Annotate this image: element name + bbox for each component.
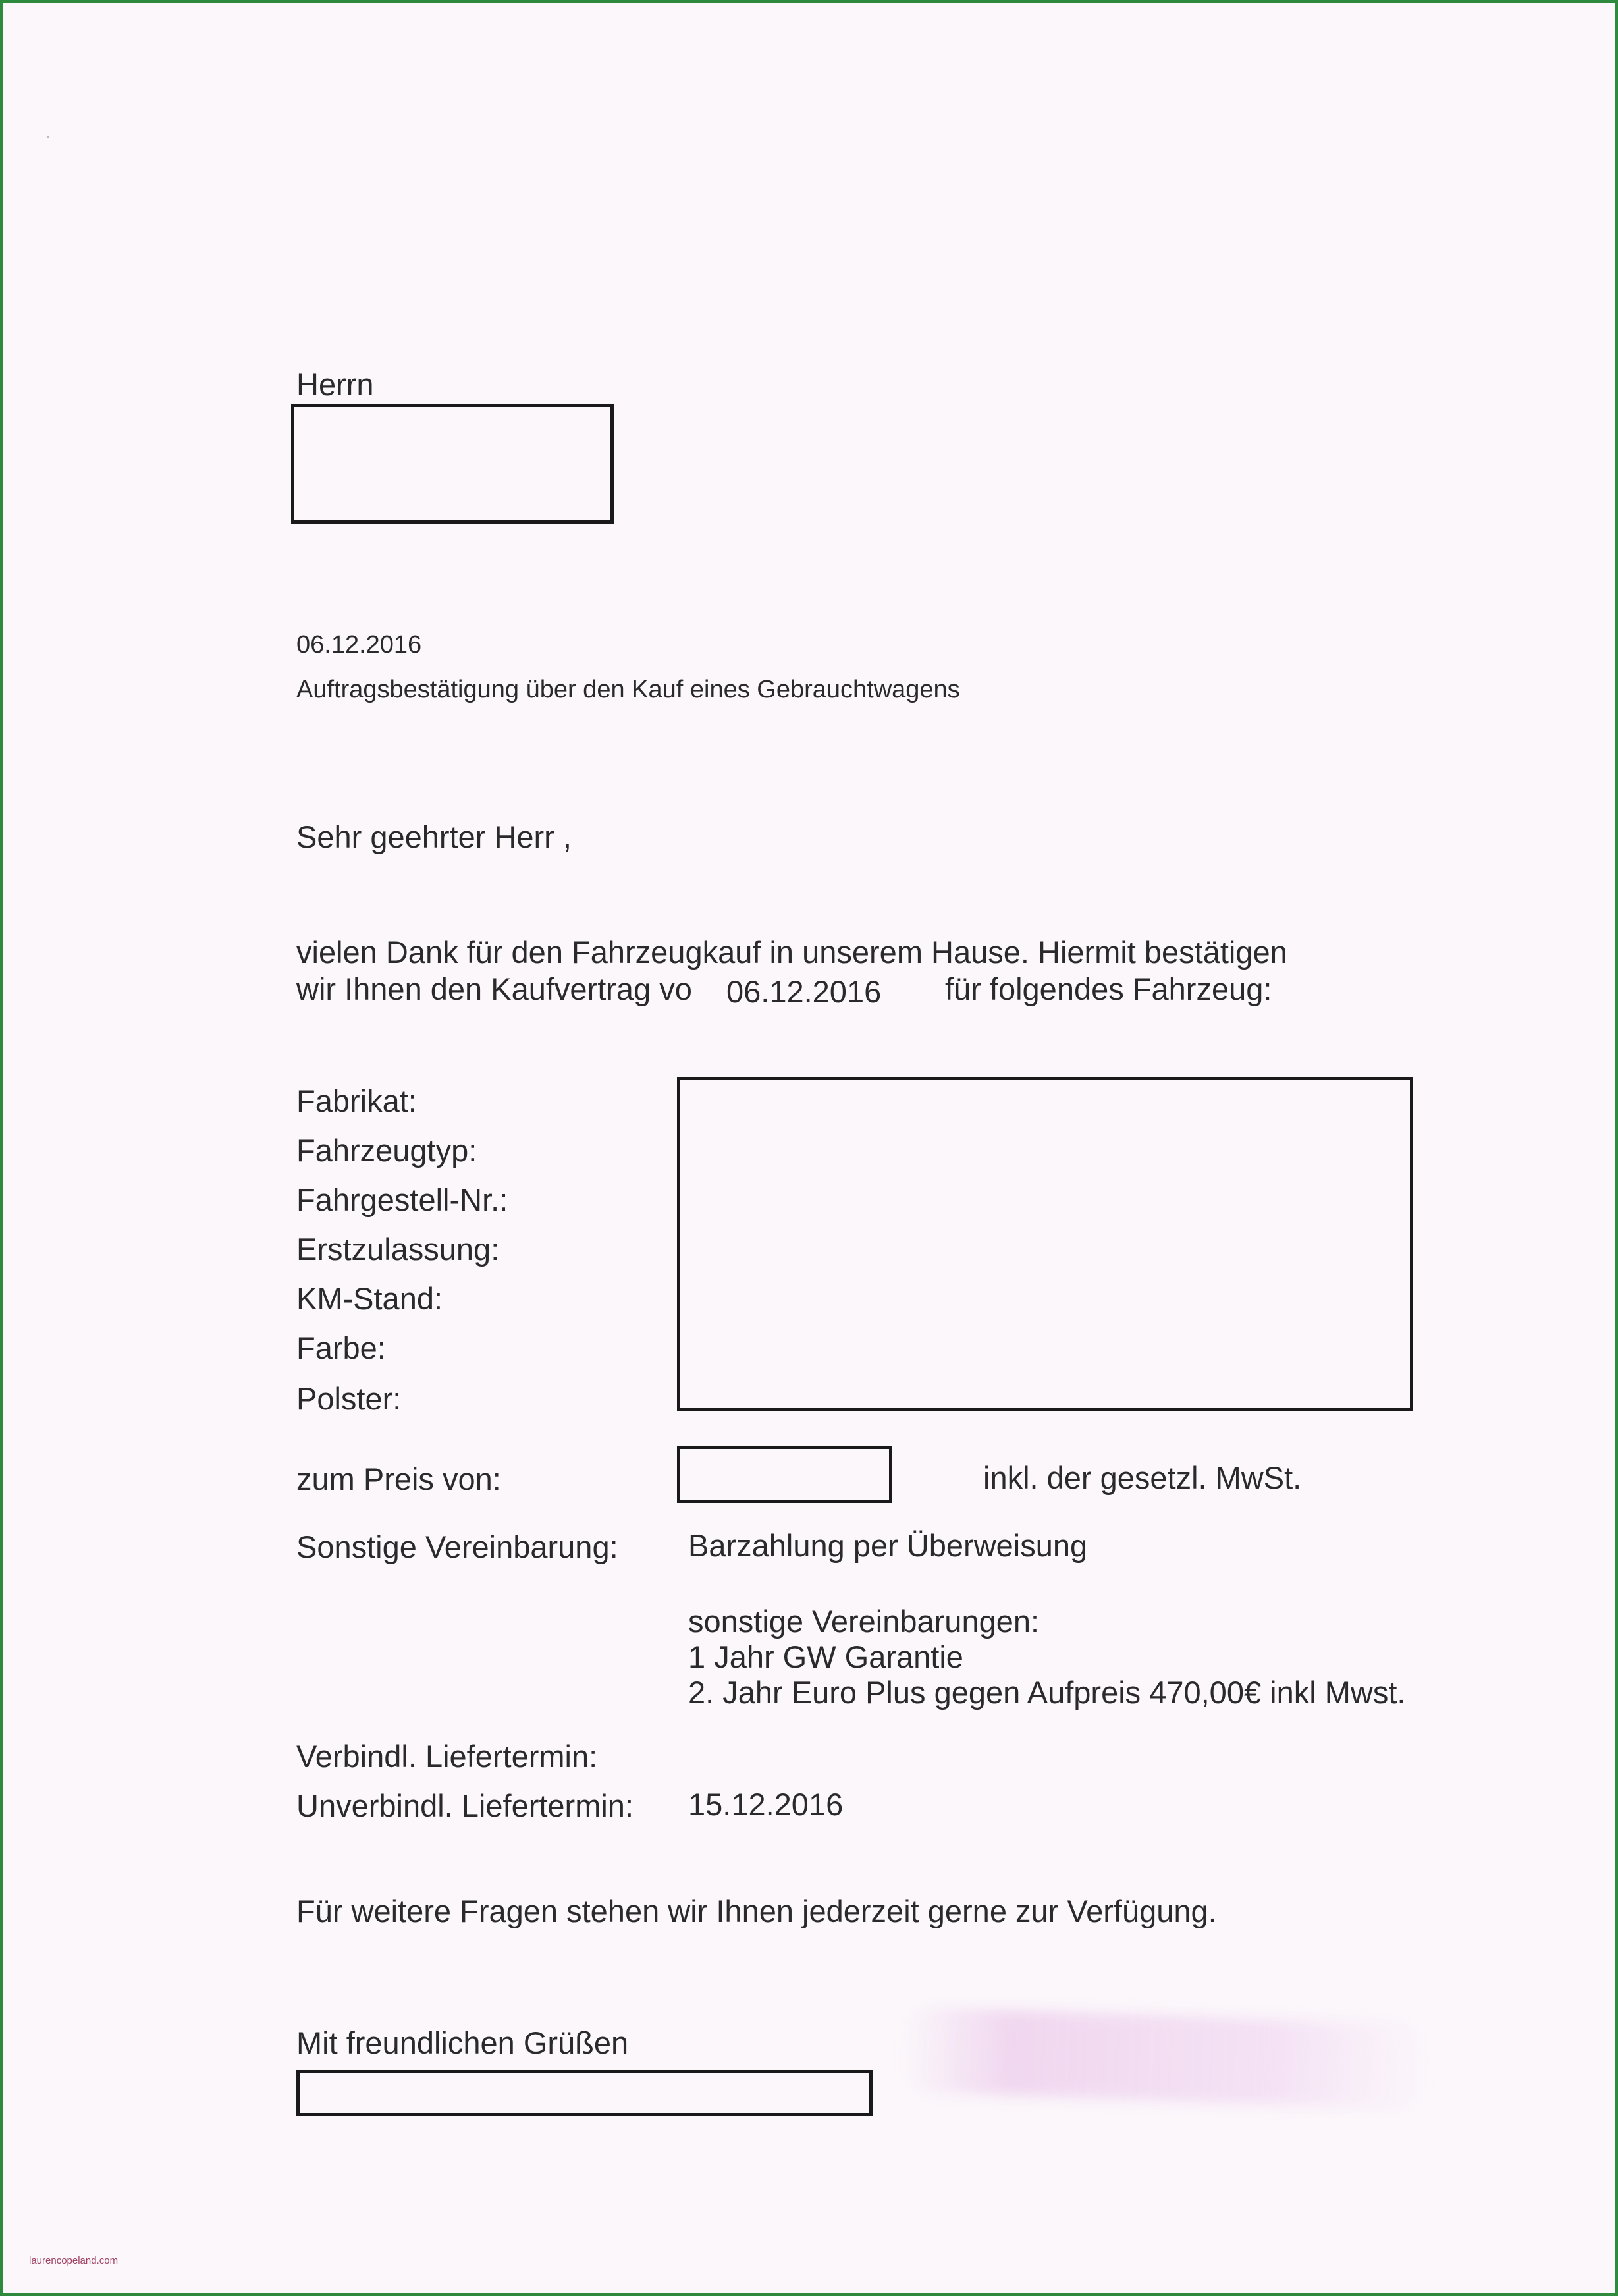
- greeting: Sehr geehrter Herr ,: [296, 819, 572, 854]
- intro-line-2-start: wir Ihnen den Kaufvertrag vo: [296, 971, 692, 1006]
- recipient-address-redacted-box: [291, 404, 614, 524]
- agreement-item-2: 2. Jahr Euro Plus gegen Aufpreis 470,00€ inkl Mwst.: [688, 1675, 1406, 1710]
- closing-questions: Für weitere Fragen stehen wir Ihnen jederzeit gerne zur Verfügung.: [296, 1894, 1217, 1928]
- recipient-title: Herrn: [296, 367, 374, 402]
- price-label: zum Preis von:: [296, 1462, 501, 1496]
- label-farbe: Farbe:: [296, 1330, 386, 1365]
- letter-date: 06.12.2016: [296, 631, 422, 659]
- closing-regards: Mit freundlichen Grüßen: [296, 2025, 629, 2060]
- label-polster: Polster:: [296, 1381, 402, 1416]
- price-redacted-box: [677, 1446, 892, 1503]
- label-fabrikat: Fabrikat:: [296, 1083, 417, 1118]
- price-tax-note: inkl. der gesetzl. MwSt.: [983, 1460, 1302, 1495]
- label-km-stand: KM-Stand:: [296, 1281, 443, 1316]
- watermark-text: laurencopeland.com: [29, 2255, 119, 2266]
- letter-subject: Auftragsbestätigung über den Kauf eines Gebrauchtwagens: [296, 676, 960, 703]
- intro-line-1: vielen Dank für den Fahrzeugkauf in unserem Hause. Hiermit bestätigen: [296, 935, 1287, 970]
- other-agreements-heading: sonstige Vereinbarungen:: [688, 1604, 1040, 1639]
- faded-stamp-mark: [901, 2006, 1430, 2110]
- intro-line-2-end: für folgendes Fahrzeug:: [945, 971, 1272, 1006]
- nonbinding-delivery-label: Unverbindl. Liefertermin:: [296, 1788, 634, 1823]
- label-fahrgestell-nr: Fahrgestell-Nr.:: [296, 1182, 508, 1217]
- nonbinding-delivery-date: 15.12.2016: [688, 1787, 844, 1822]
- agreements-label: Sonstige Vereinbarung:: [296, 1529, 618, 1564]
- scan-speck: [47, 136, 49, 138]
- payment-method: Barzahlung per Überweisung: [688, 1528, 1088, 1563]
- binding-delivery-label: Verbindl. Liefertermin:: [296, 1739, 598, 1774]
- label-erstzulassung: Erstzulassung:: [296, 1232, 500, 1267]
- contract-date: 06.12.2016: [726, 974, 882, 1009]
- vehicle-details-redacted-box: [677, 1077, 1413, 1411]
- agreement-item-1: 1 Jahr GW Garantie: [688, 1639, 963, 1674]
- signature-redacted-box: [296, 2070, 873, 2116]
- label-fahrzeugtyp: Fahrzeugtyp:: [296, 1133, 477, 1168]
